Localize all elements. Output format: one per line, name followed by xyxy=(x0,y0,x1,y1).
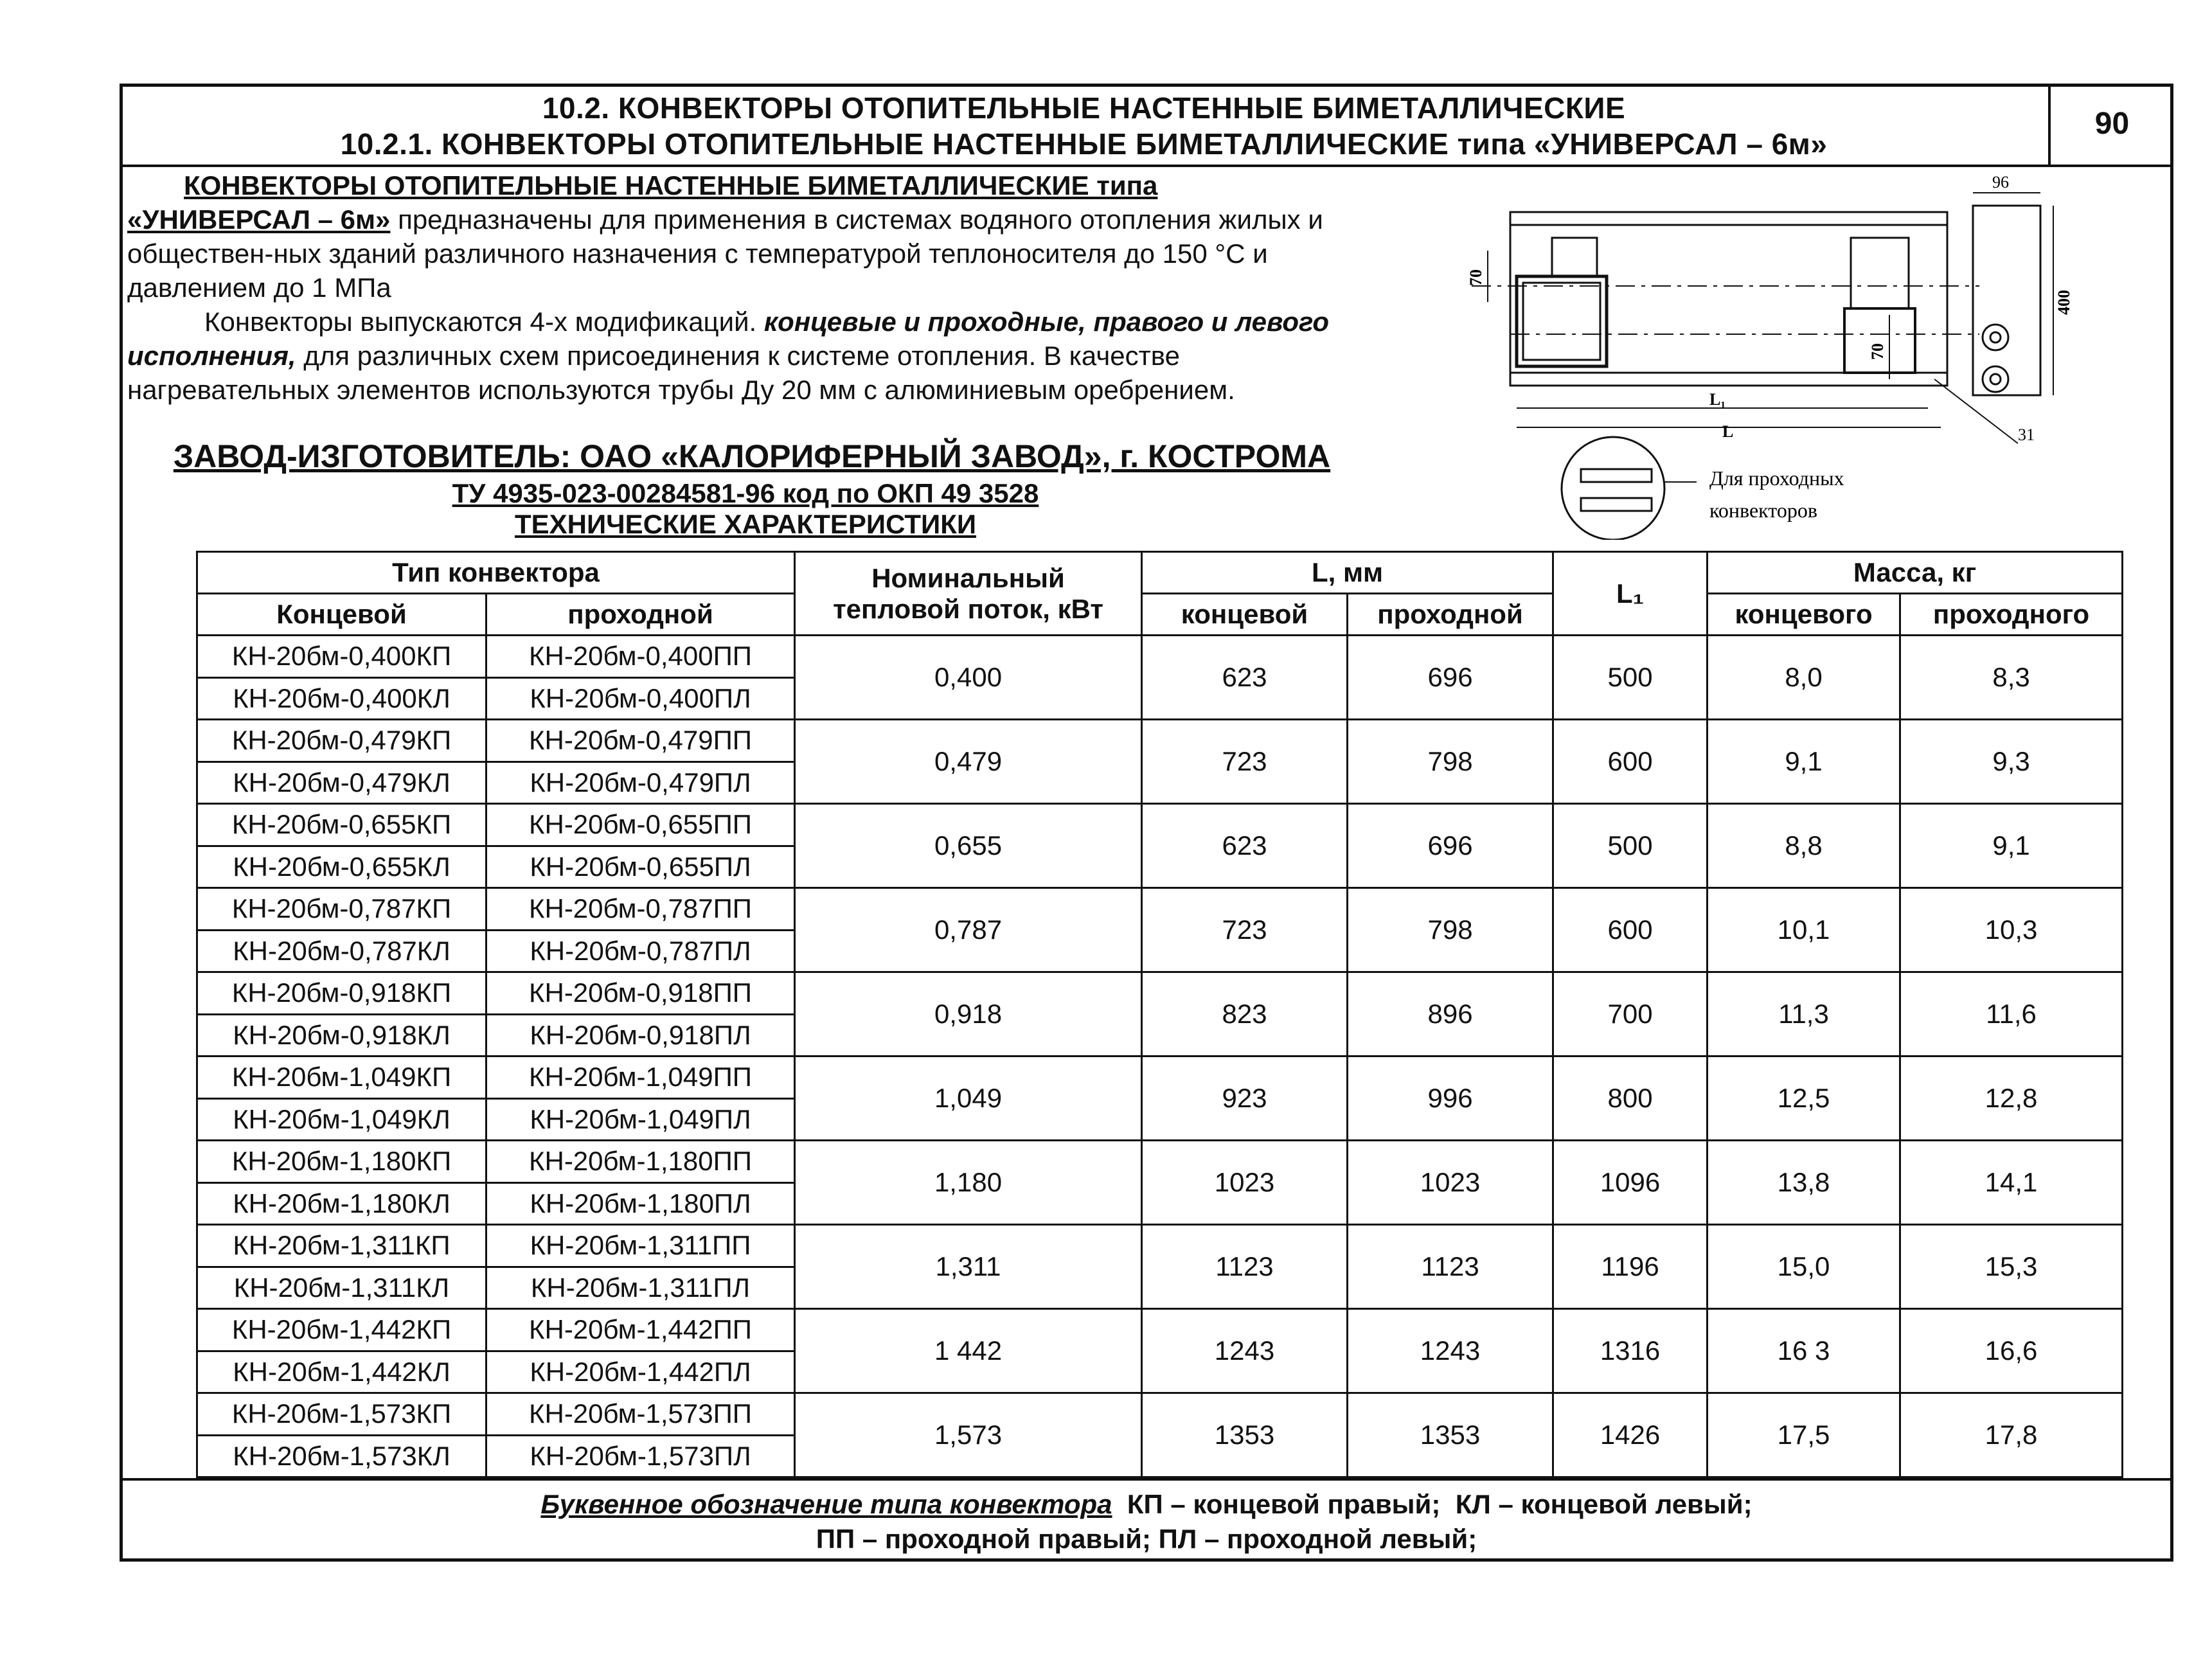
cell-L1: 500 xyxy=(1553,804,1708,888)
description-paragraph-2 xyxy=(127,305,1348,407)
cell-heat-flow: 1,573 xyxy=(795,1393,1142,1477)
cell-mass-pass: 10,3 xyxy=(1900,888,2123,972)
cell-L1: 1426 xyxy=(1553,1393,1708,1477)
cell-mass-pass: 8,3 xyxy=(1900,636,2123,720)
cell-pass-left: КН-20бм-1,311ПЛ xyxy=(486,1267,795,1309)
table-row xyxy=(197,1141,2123,1183)
cell-mass-pass: 17,8 xyxy=(1900,1393,2123,1477)
cell-L1: 1316 xyxy=(1553,1309,1708,1393)
description xyxy=(127,168,1348,407)
cell-heat-flow: 0,918 xyxy=(795,972,1142,1056)
cell-end-left: КН-20бм-1,442КЛ xyxy=(197,1351,486,1393)
dim-L1-label: L₁ xyxy=(1709,390,1726,409)
convector-drawing xyxy=(1427,167,2146,540)
cell-mass-pass: 14,1 xyxy=(1900,1141,2123,1225)
front-view xyxy=(1472,212,1979,386)
cell-end-left: КН-20бм-1,573КЛ xyxy=(197,1435,486,1477)
cell-heat-flow: 0,655 xyxy=(795,804,1142,888)
cell-L1: 600 xyxy=(1553,720,1708,804)
cell-end-right: КН-20бм-0,787КП xyxy=(197,888,486,931)
cell-L-pass: 1243 xyxy=(1348,1309,1553,1393)
cell-L-end: 623 xyxy=(1142,636,1348,720)
cell-end-right: КН-20бм-1,311КП xyxy=(197,1225,486,1267)
cell-mass-pass: 9,1 xyxy=(1900,804,2123,888)
section-title: 10.2. КОНВЕКТОРЫ ОТОПИТЕЛЬНЫЕ НАСТЕННЫЕ БИМЕТАЛЛИЧЕСКИЕ xyxy=(542,91,1626,125)
table-row xyxy=(197,1309,2123,1351)
cell-L-end: 923 xyxy=(1142,1056,1348,1141)
cell-pass-left: КН-20бм-1,573ПЛ xyxy=(486,1435,795,1477)
cell-pass-left: КН-20бм-0,787ПЛ xyxy=(486,930,795,972)
legend-line-2: ПП – проходной правый; ПЛ – проходной левый; xyxy=(816,1524,1477,1554)
side-view xyxy=(1973,193,2053,395)
cell-mass-pass: 9,3 xyxy=(1900,720,2123,804)
cell-mass-end: 15,0 xyxy=(1708,1225,1900,1309)
cell-mass-pass: 11,6 xyxy=(1900,972,2123,1056)
description-p1-text: предназначены для применения в системах водяного отопления жилых и обществен-ных зданий различного назначения с температурой теплоносителя до 150 °С и давлением до 1 МПа xyxy=(127,204,1323,303)
cell-pass-right: КН-20бм-1,311ПП xyxy=(486,1225,795,1267)
cell-end-left: КН-20бм-1,180КЛ xyxy=(197,1182,486,1225)
legend-label: Буквенное обозначение типа конвектора xyxy=(540,1489,1112,1519)
cell-L1: 1096 xyxy=(1553,1141,1708,1225)
cell-heat-flow: 0,400 xyxy=(795,636,1142,720)
cell-pass-left: КН-20бм-1,442ПЛ xyxy=(486,1351,795,1393)
header-L: L, мм xyxy=(1142,552,1553,594)
dimension-lines xyxy=(1488,251,2018,443)
header-L1: L₁ xyxy=(1553,552,1708,636)
tu-code: ТУ 4935-023-00284581-96 код по ОКП 49 3528 xyxy=(452,478,1039,508)
cell-mass-end: 8,0 xyxy=(1708,636,1900,720)
cell-L-end: 723 xyxy=(1142,888,1348,972)
cell-pass-right: КН-20бм-1,442ПП xyxy=(486,1309,795,1351)
cell-mass-end: 16 3 xyxy=(1708,1309,1900,1393)
table-header-row-1 xyxy=(197,552,2123,594)
cell-L-end: 1353 xyxy=(1142,1393,1348,1477)
cell-mass-end: 9,1 xyxy=(1708,720,1900,804)
cell-L-end: 1243 xyxy=(1142,1309,1348,1393)
cell-L-end: 723 xyxy=(1142,720,1348,804)
legend-line1-text: КП – концевой правый; КЛ – концевой левый; xyxy=(1112,1489,1753,1519)
cell-L-pass: 1353 xyxy=(1348,1393,1553,1477)
cell-end-right: КН-20бм-1,573КП xyxy=(197,1393,486,1436)
cell-mass-pass: 16,6 xyxy=(1900,1309,2123,1393)
dim-400-label: 400 xyxy=(2055,290,2073,315)
cell-end-right: КН-20бм-0,479КП xyxy=(197,720,486,762)
cell-end-left: КН-20бм-1,311КЛ xyxy=(197,1267,486,1309)
cell-end-right: КН-20бм-0,918КП xyxy=(197,972,486,1015)
legend-line-1 xyxy=(120,1487,2173,1522)
cell-L-pass: 798 xyxy=(1348,888,1553,972)
cell-pass-right: КН-20бм-0,787ПП xyxy=(486,888,795,931)
cell-L-end: 1023 xyxy=(1142,1141,1348,1225)
cell-pass-right: КН-20бм-1,049ПП xyxy=(486,1056,795,1099)
table-header-row-2 xyxy=(197,594,2123,636)
cell-mass-end: 8,8 xyxy=(1708,804,1900,888)
table-row xyxy=(197,888,2123,931)
diagram-caption-line2: конвекторов xyxy=(1709,499,1817,522)
cell-pass-left: КН-20бм-1,049ПЛ xyxy=(486,1098,795,1141)
cell-pass-right: КН-20бм-0,655ПП xyxy=(486,804,795,846)
dim-70-right-label: 70 xyxy=(1868,343,1887,360)
cell-pass-left: КН-20бм-0,400ПЛ xyxy=(486,677,795,720)
cell-L-end: 823 xyxy=(1142,972,1348,1056)
table-row xyxy=(197,1056,2123,1099)
cell-L-end: 623 xyxy=(1142,804,1348,888)
tech-heading: ТЕХНИЧЕСКИЕ ХАРАКТЕРИСТИКИ xyxy=(514,509,977,539)
cell-pass-right: КН-20бм-0,918ПП xyxy=(486,972,795,1015)
diagram-caption-line1: Для проходных xyxy=(1709,467,1844,490)
cell-mass-pass: 15,3 xyxy=(1900,1225,2123,1309)
cell-heat-flow: 0,787 xyxy=(795,888,1142,972)
table-row xyxy=(197,1225,2123,1267)
cell-L-pass: 1023 xyxy=(1348,1141,1553,1225)
description-p2-start: Конвекторы выпускаются 4-х модификаций. xyxy=(204,307,764,337)
dim-96-label: 96 xyxy=(1992,173,2009,192)
cell-L-end: 1123 xyxy=(1142,1225,1348,1309)
cell-L1: 500 xyxy=(1553,636,1708,720)
header-pass: проходной xyxy=(486,594,795,636)
specs-table xyxy=(196,551,2123,1478)
table-row xyxy=(197,636,2123,678)
dim-L-label: L xyxy=(1722,422,1734,441)
header-L-pass: проходной xyxy=(1348,594,1553,636)
cell-L1: 700 xyxy=(1553,972,1708,1056)
cell-end-left: КН-20бм-0,400КЛ xyxy=(197,677,486,720)
header-flow-line2: тепловой поток, кВт xyxy=(833,593,1103,624)
description-heading-line2: «УНИВЕРСАЛ – 6м» xyxy=(127,204,391,235)
table-row xyxy=(197,720,2123,762)
dim-31-label: 31 xyxy=(2018,425,2035,444)
cell-heat-flow: 1,180 xyxy=(795,1141,1142,1225)
header-flow-line1: Номинальный xyxy=(871,562,1065,593)
cell-end-left: КН-20бм-0,655КЛ xyxy=(197,846,486,888)
cell-mass-pass: 12,8 xyxy=(1900,1056,2123,1141)
cell-mass-end: 17,5 xyxy=(1708,1393,1900,1477)
cell-end-right: КН-20бм-0,655КП xyxy=(197,804,486,846)
cell-end-left: КН-20бм-0,787КЛ xyxy=(197,930,486,972)
subsection-title: 10.2.1. КОНВЕКТОРЫ ОТОПИТЕЛЬНЫЕ НАСТЕННЫЕ БИМЕТАЛЛИЧЕСКИЕ типа «УНИВЕРСАЛ – 6м» xyxy=(340,127,1828,161)
cell-mass-end: 12,5 xyxy=(1708,1056,1900,1141)
description-paragraph-1 xyxy=(127,202,1348,305)
description-p2-bold: концевые и проходные, правого и левого исполнения, xyxy=(127,307,1330,371)
cell-L1: 600 xyxy=(1553,888,1708,972)
cell-end-right: КН-20бм-1,180КП xyxy=(197,1141,486,1183)
table-row xyxy=(197,972,2123,1015)
cell-heat-flow: 1 442 xyxy=(795,1309,1142,1393)
table-row xyxy=(197,804,2123,846)
cell-L-pass: 696 xyxy=(1348,636,1553,720)
title-block xyxy=(120,84,2051,165)
cell-pass-right: КН-20бм-1,573ПП xyxy=(486,1393,795,1436)
cell-L-pass: 798 xyxy=(1348,720,1553,804)
cell-L-pass: 996 xyxy=(1348,1056,1553,1141)
page-number: 90 xyxy=(2094,107,2130,141)
specs-body xyxy=(197,636,2123,1477)
cell-mass-end: 11,3 xyxy=(1708,972,1900,1056)
header-mass-pass: проходного xyxy=(1900,594,2123,636)
cell-L1: 800 xyxy=(1553,1056,1708,1141)
description-heading-line1: КОНВЕКТОРЫ ОТОПИТЕЛЬНЫЕ НАСТЕННЫЕ БИМЕТАЛЛИЧЕСКИЕ типа xyxy=(184,170,1158,201)
header-end: Концевой xyxy=(197,594,486,636)
cell-L-pass: 1123 xyxy=(1348,1225,1553,1309)
cell-pass-right: КН-20бм-1,180ПП xyxy=(486,1141,795,1183)
cell-mass-end: 10,1 xyxy=(1708,888,1900,972)
header-flow xyxy=(795,552,1142,636)
header xyxy=(120,84,2173,167)
cell-heat-flow: 1,049 xyxy=(795,1056,1142,1141)
cell-L1: 1196 xyxy=(1553,1225,1708,1309)
cell-mass-end: 13,8 xyxy=(1708,1141,1900,1225)
header-mass: Масса, кг xyxy=(1708,552,2123,594)
cell-end-right: КН-20бм-0,400КП xyxy=(197,636,486,678)
cell-L-pass: 696 xyxy=(1348,804,1553,888)
cell-heat-flow: 1,311 xyxy=(795,1225,1142,1309)
header-mass-end: концевого xyxy=(1708,594,1900,636)
header-L-end: концевой xyxy=(1142,594,1348,636)
through-detail xyxy=(1562,437,1697,540)
cell-end-left: КН-20бм-0,479КЛ xyxy=(197,762,486,804)
table-row xyxy=(197,1393,2123,1436)
cell-pass-right: КН-20бм-0,400ПП xyxy=(486,636,795,678)
description-p2-rest: для различных схем присоединения к системе отопления. В качестве нагревательных элементов используются трубы Ду 20 мм с алюминиевым оребрением. xyxy=(127,341,1235,405)
cell-pass-left: КН-20бм-0,918ПЛ xyxy=(486,1014,795,1056)
cell-end-right: КН-20бм-1,049КП xyxy=(197,1056,486,1099)
cell-heat-flow: 0,479 xyxy=(795,720,1142,804)
cell-end-left: КН-20бм-0,918КЛ xyxy=(197,1014,486,1056)
manufacturer: ЗАВОД-ИЗГОТОВИТЕЛЬ: ОАО «КАЛОРИФЕРНЫЙ ЗАВОД», г. КОСТРОМА xyxy=(173,438,1331,474)
cell-pass-left: КН-20бм-1,180ПЛ xyxy=(486,1182,795,1225)
cell-end-right: КН-20бм-1,442КП xyxy=(197,1309,486,1351)
cell-pass-right: КН-20бм-0,479ПП xyxy=(486,720,795,762)
cell-pass-left: КН-20бм-0,479ПЛ xyxy=(486,762,795,804)
dim-70-left-label: 70 xyxy=(1467,269,1485,286)
cell-L-pass: 896 xyxy=(1348,972,1553,1056)
description-heading xyxy=(127,168,1348,202)
cell-end-left: КН-20бм-1,049КЛ xyxy=(197,1098,486,1141)
cell-pass-left: КН-20бм-0,655ПЛ xyxy=(486,846,795,888)
header-type: Тип конвектора xyxy=(197,552,795,594)
legend-footer xyxy=(120,1478,2173,1562)
